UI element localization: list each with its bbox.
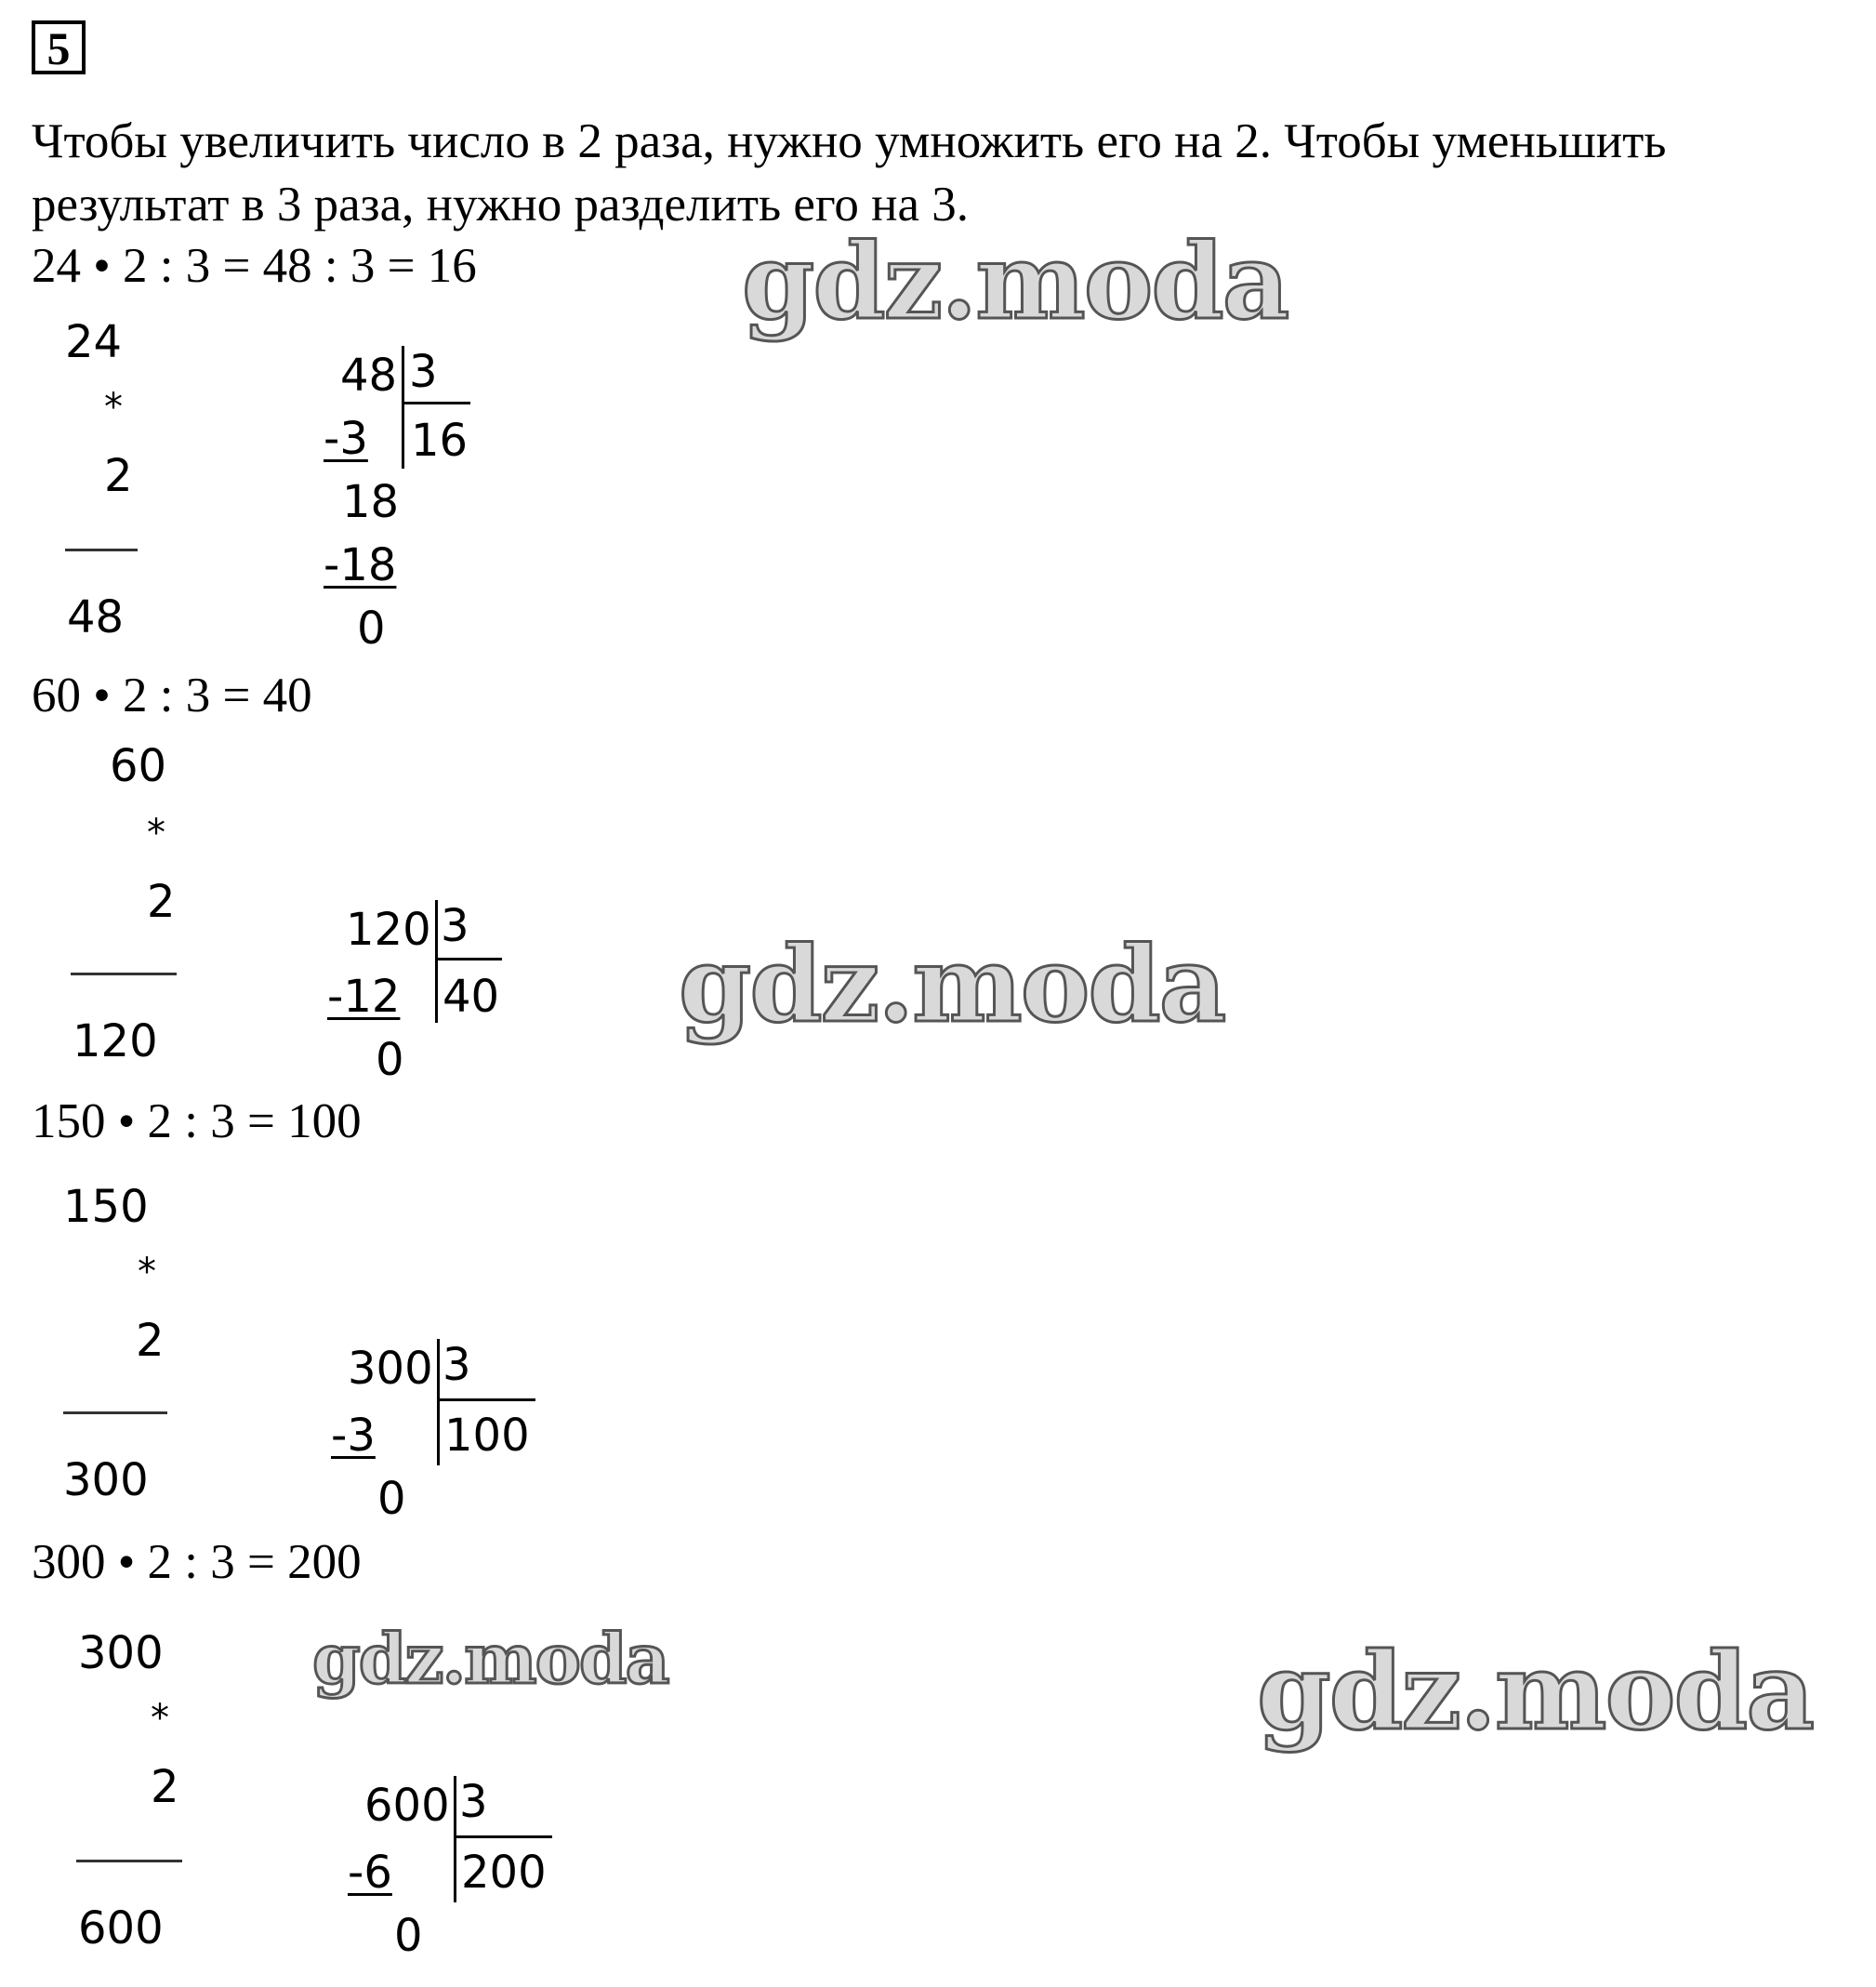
div-3-sub-1: -3: [331, 1410, 376, 1462]
mult-3-rule: [63, 1411, 167, 1414]
div-2-bracket-horizontal: [435, 958, 502, 960]
mult-2-rule: [71, 973, 177, 975]
div-4-bracket-vertical: [454, 1776, 456, 1902]
mult-4-factor: 2: [151, 1761, 179, 1813]
mult-3-product: 300: [63, 1454, 149, 1506]
div-4-rem-1: 0: [394, 1910, 423, 1962]
watermark-1: gdz.moda: [742, 221, 1288, 343]
div-2-rem-1: 0: [376, 1034, 404, 1086]
mult-1-rule: [65, 549, 138, 551]
div-3-bracket-vertical: [437, 1339, 440, 1465]
mult-4-rule: [76, 1860, 182, 1862]
div-1-divisor: 3: [409, 346, 438, 398]
mult-4-op: *: [151, 1697, 169, 1740]
mult-1-factor: 2: [104, 450, 133, 502]
div-3-rem-1: 0: [377, 1473, 406, 1525]
equation-2: 60 • 2 : 3 = 40: [32, 669, 312, 722]
div-1-quotient: 16: [411, 415, 469, 467]
div-1-rem-1: 18: [342, 476, 400, 528]
mult-4-product: 600: [78, 1902, 164, 1954]
div-2-divisor: 3: [441, 900, 469, 952]
mult-1-product: 48: [67, 591, 125, 643]
mult-2-product: 120: [73, 1015, 158, 1067]
mult-2-top: 60: [110, 740, 167, 792]
div-1-sub-2: -18: [324, 539, 397, 591]
mult-4-top: 300: [78, 1627, 164, 1679]
task-number: 5: [46, 22, 71, 74]
div-4-dividend: 600: [364, 1780, 450, 1832]
div-3-quotient: 100: [444, 1410, 530, 1462]
watermark-4: gdz.moda: [1257, 1629, 1814, 1754]
div-1-dividend: 48: [340, 350, 398, 402]
equation-4: 300 • 2 : 3 = 200: [32, 1535, 362, 1589]
watermark-2: gdz.moda: [679, 924, 1225, 1046]
div-2-sub-1: -12: [327, 971, 401, 1023]
mult-3-top: 150: [63, 1181, 149, 1233]
mult-3-factor: 2: [136, 1315, 165, 1367]
div-1-bracket-horizontal: [402, 402, 470, 404]
div-3-bracket-horizontal: [437, 1398, 535, 1401]
mult-2-factor: 2: [147, 876, 176, 928]
div-3-divisor: 3: [443, 1339, 471, 1391]
task-number-box: [32, 20, 86, 74]
intro-text: Чтобы увеличить число в 2 раза, нужно умножить его на 2. Чтобы уменьшить результат в 3 раза, нужно разделить его на 3.: [32, 114, 1667, 232]
div-4-sub-1: -6: [348, 1847, 392, 1899]
equation-1: 24 • 2 : 3 = 48 : 3 = 16: [32, 239, 477, 293]
div-1-sub-1: -3: [324, 413, 368, 465]
mult-2-op: *: [147, 812, 165, 854]
equation-3: 150 • 2 : 3 = 100: [32, 1094, 362, 1148]
watermark-3: gdz.moda: [312, 1620, 668, 1700]
mult-1-op: *: [104, 386, 123, 429]
div-2-quotient: 40: [443, 971, 500, 1023]
mult-3-op: *: [138, 1251, 156, 1293]
div-3-dividend: 300: [348, 1343, 433, 1395]
div-4-bracket-horizontal: [454, 1835, 552, 1838]
div-1-rem-2: 0: [357, 603, 386, 655]
div-2-bracket-vertical: [435, 900, 438, 1023]
div-4-quotient: 200: [461, 1847, 547, 1899]
div-1-bracket-vertical: [402, 346, 404, 469]
div-4-divisor: 3: [459, 1776, 488, 1828]
mult-1-top: 24: [65, 316, 123, 368]
div-2-dividend: 120: [346, 904, 431, 956]
